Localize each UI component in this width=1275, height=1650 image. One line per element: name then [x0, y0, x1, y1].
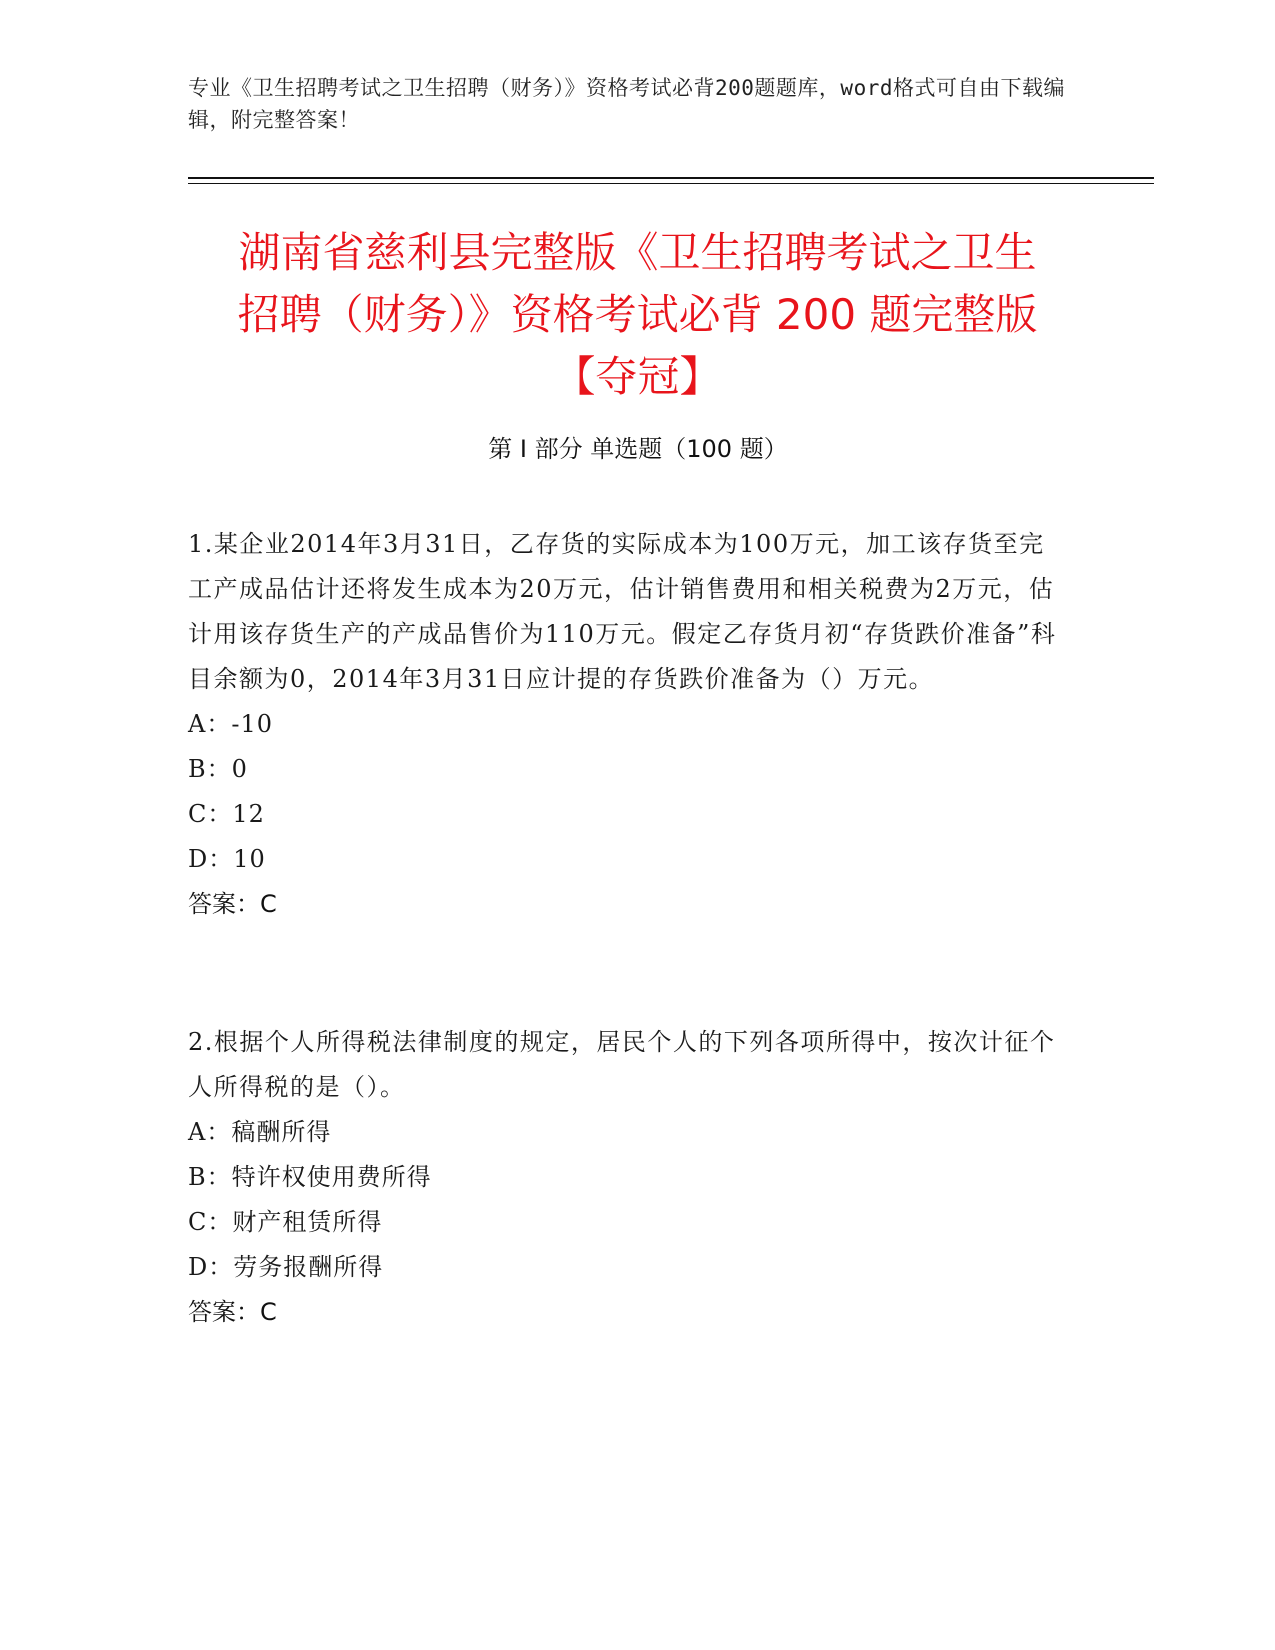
option-d: D：劳务报酬所得	[188, 1253, 384, 1281]
question-1	[188, 522, 1068, 927]
title-line-1: 湖南省慈利县完整版《卫生招聘考试之卫生	[238, 228, 1037, 277]
title-line-3: 【夺冠】	[553, 352, 722, 401]
option-a: A：稿酬所得	[188, 1118, 332, 1146]
document-title	[150, 222, 1125, 408]
header-divider-thick	[188, 177, 1154, 179]
header-note: 专业《卫生招聘考试之卫生招聘（财务）》资格考试必背200题题库，word格式可自由下载编辑，附完整答案！	[188, 76, 1065, 132]
answer: 答案：C	[188, 890, 277, 918]
option-b: B：特许权使用费所得	[188, 1163, 432, 1191]
question-2	[188, 1020, 1068, 1335]
question-stem: 2.根据个人所得税法律制度的规定，居民个人的下列各项所得中，按次计征个人所得税的是（）。	[188, 1028, 1056, 1101]
option-d: D：10	[188, 845, 266, 873]
option-c: C：12	[188, 800, 265, 828]
title-line-2: 招聘（财务）》资格考试必背 200 题完整版	[237, 290, 1038, 339]
option-a: A：-10	[188, 710, 273, 738]
answer: 答案：C	[188, 1298, 277, 1326]
question-stem: 1.某企业2014年3月31日，乙存货的实际成本为100万元，加工该存货至完工产成品估计还将发生成本为20万元，估计销售费用和相关税费为2万元，估计用该存货生产的产成品售价为110万元。假定乙存货月初“存货跌价准备”科目余额为0，2014年3月31日应计提的存货跌价准备为（）万元。	[188, 530, 1057, 693]
option-c: C：财产租赁所得	[188, 1208, 383, 1236]
section-title: 第 I 部分 单选题（100 题）	[488, 435, 788, 463]
option-b: B：0	[188, 755, 248, 783]
header-divider-thin	[188, 183, 1154, 184]
